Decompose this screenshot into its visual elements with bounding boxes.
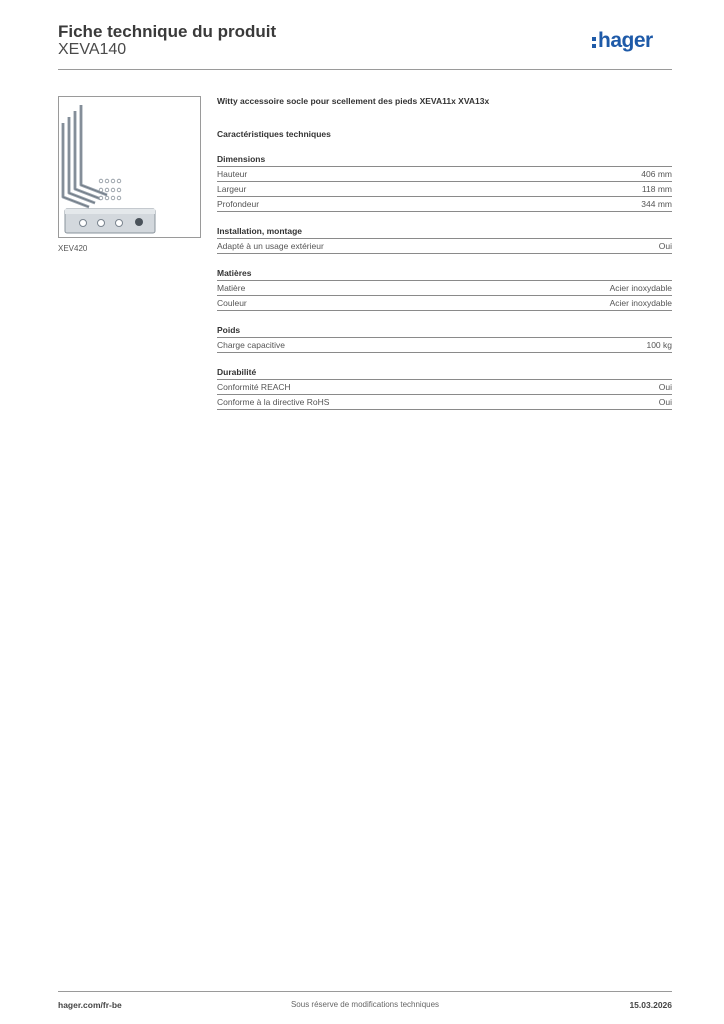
spec-value: Acier inoxydable xyxy=(609,298,672,308)
spec-section xyxy=(217,323,672,353)
spec-row xyxy=(217,239,672,254)
document-title: Fiche technique du produit xyxy=(58,22,277,41)
spec-label: Largeur xyxy=(217,184,247,194)
footer-disclaimer: Sous réserve de modifications techniques xyxy=(290,1000,440,1009)
spec-sections xyxy=(217,152,672,410)
spec-section xyxy=(217,266,672,311)
spec-content xyxy=(217,96,672,410)
footer-date: 15.03.2026 xyxy=(629,1000,672,1010)
spec-label: Profondeur xyxy=(217,199,260,209)
spec-label: Hauteur xyxy=(217,169,248,179)
product-photo-icon xyxy=(59,97,200,237)
spec-value: Acier inoxydable xyxy=(609,283,672,293)
section-title: Durabilité xyxy=(217,365,672,380)
spec-section xyxy=(217,152,672,212)
spec-value: Oui xyxy=(658,397,672,407)
spec-value: 100 kg xyxy=(646,340,672,350)
image-caption: XEV420 xyxy=(58,244,88,253)
spec-row xyxy=(217,380,672,395)
hager-logo xyxy=(590,25,672,55)
spec-section xyxy=(217,365,672,410)
spec-label: Charge capacitive xyxy=(217,340,286,350)
spec-row xyxy=(217,167,672,182)
spec-section xyxy=(217,224,672,254)
spec-label: Conformité REACH xyxy=(217,382,291,392)
spec-row xyxy=(217,338,672,353)
spec-row xyxy=(217,197,672,212)
section-title: Installation, montage xyxy=(217,224,672,239)
spec-value: 406 mm xyxy=(641,169,672,179)
product-code: XEVA140 xyxy=(58,41,127,58)
spec-value: Oui xyxy=(658,382,672,392)
section-title: Dimensions xyxy=(217,152,672,167)
spec-label: Couleur xyxy=(217,298,247,308)
section-title: Poids xyxy=(217,323,672,338)
spec-heading: Caractéristiques techniques xyxy=(217,129,331,139)
product-image xyxy=(58,96,201,238)
page-header xyxy=(58,20,672,70)
product-description: Witty accessoire socle pour scellement des pieds XEVA11x XVA13x xyxy=(217,96,490,106)
spec-value: Oui xyxy=(658,241,672,251)
section-title: Matières xyxy=(217,266,672,281)
spec-value: 118 mm xyxy=(641,184,672,194)
spec-row xyxy=(217,395,672,410)
spec-label: Matière xyxy=(217,283,246,293)
spec-label: Adapté à un usage extérieur xyxy=(217,241,324,251)
footer-website[interactable]: hager.com/fr-be xyxy=(58,1000,122,1010)
spec-label: Conforme à la directive RoHS xyxy=(217,397,330,407)
spec-row xyxy=(217,182,672,197)
logo-text: hager xyxy=(598,29,653,52)
spec-value: 344 mm xyxy=(641,199,672,209)
page-footer xyxy=(58,991,672,1013)
spec-row xyxy=(217,296,672,311)
spec-row xyxy=(217,281,672,296)
